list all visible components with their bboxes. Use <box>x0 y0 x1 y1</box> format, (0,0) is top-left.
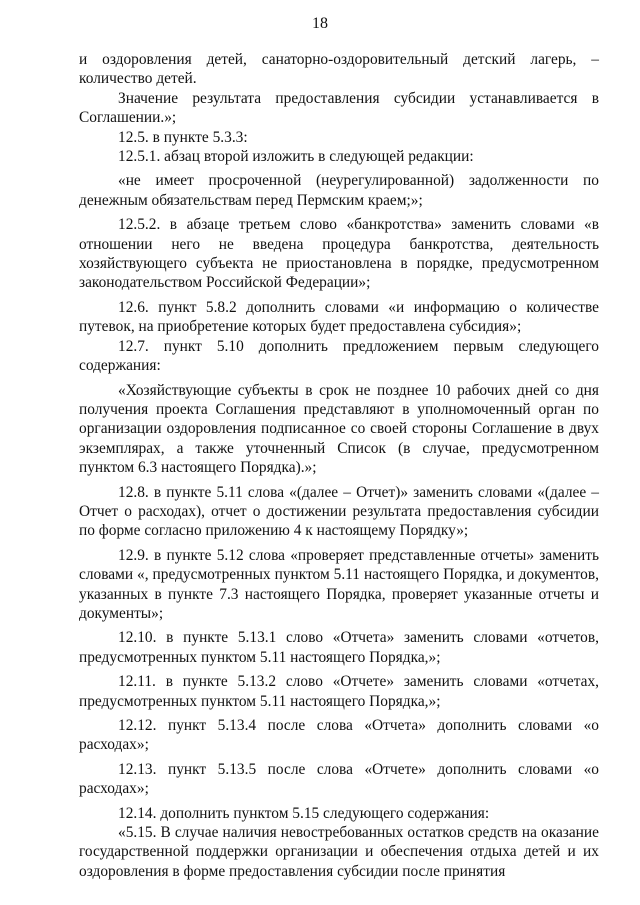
paragraph: 12.11. в пункте 5.13.2 слово «Отчете» заменить словами «отчетах, предусмотренных пунктом 5.11 настоящего Порядка,»; <box>79 673 599 710</box>
document-body <box>79 50 599 881</box>
paragraph: 12.7. пункт 5.10 дополнить предложением первым следующего содержания: <box>79 337 599 375</box>
page-number: 18 <box>312 15 328 32</box>
paragraph: 12.8. в пункте 5.11 слова «(далее – Отчет)» заменить словами «(далее – Отчет о расходах), отчет о достижении результата предоставления субсидии по форме согласно приложению 4 к настоящему Порядку»; <box>79 483 599 540</box>
paragraph: 12.9. в пункте 5.12 слова «проверяет представленные отчеты» заменить словами «, предусмотренных пунктом 5.11 настоящего Порядка, и документов, указанных в пункте 7.3 настоящего Порядка, проверяет указанные отчеты и документы»; <box>79 546 599 622</box>
paragraph: 12.13. пункт 5.13.5 после слова «Отчете» дополнить словами «о расходах»; <box>79 760 599 798</box>
paragraph: 12.5. в пункте 5.3.3: <box>118 128 248 146</box>
paragraph: и оздоровления детей, санаторно-оздоровительный детский лагерь, – количество детей. <box>79 51 599 88</box>
paragraph: 12.10. в пункте 5.13.1 слово «Отчета» заменить словами «отчетов, предусмотренных пунктом 5.11 настоящего Порядка,»; <box>79 629 599 666</box>
paragraph: Значение результата предоставления субсидии устанавливается в Соглашении.»; <box>79 89 599 127</box>
paragraph: 12.5.2. в абзаце третьем слово «банкротства» заменить словами «в отношении него не введена процедура банкротства, деятельность хозяйствующего субъекта не приостановлена в порядке, предусмотренном законодательством Российской Федерации»; <box>79 216 599 292</box>
paragraph: 12.5.1. абзац второй изложить в следующей редакции: <box>118 148 474 166</box>
paragraph: 12.12. пункт 5.13.4 после слова «Отчета» дополнить словами «о расходах»; <box>79 717 599 754</box>
paragraph: 12.6. пункт 5.8.2 дополнить словами «и информацию о количестве путевок, на приобретение которых будет предоставлена субсидия»; <box>79 298 599 336</box>
paragraph: «не имеет просроченной (неурегулированной) задолженности по денежным обязательствам перед Пермским краем;»; <box>79 172 599 209</box>
paragraph: «5.15. В случае наличия невостребованных остатков средств на оказание государственной поддержки организации и обеспечения отдыха детей и их оздоровления в форме предоставления субсидии после принятия <box>79 824 599 880</box>
paragraph: 12.14. дополнить пунктом 5.15 следующего содержания: <box>118 804 490 822</box>
paragraph: «Хозяйствующие субъекты в срок не позднее 10 рабочих дней со дня получения проекта Соглашения представляют в уполномоченный орган по организации оздоровления подписанное со своей стороны Соглашение в двух экземплярах, а также уточненный Список (в случае, предусмотренном пунктом 6.3 настоящего Порядка).»; <box>79 381 599 477</box>
